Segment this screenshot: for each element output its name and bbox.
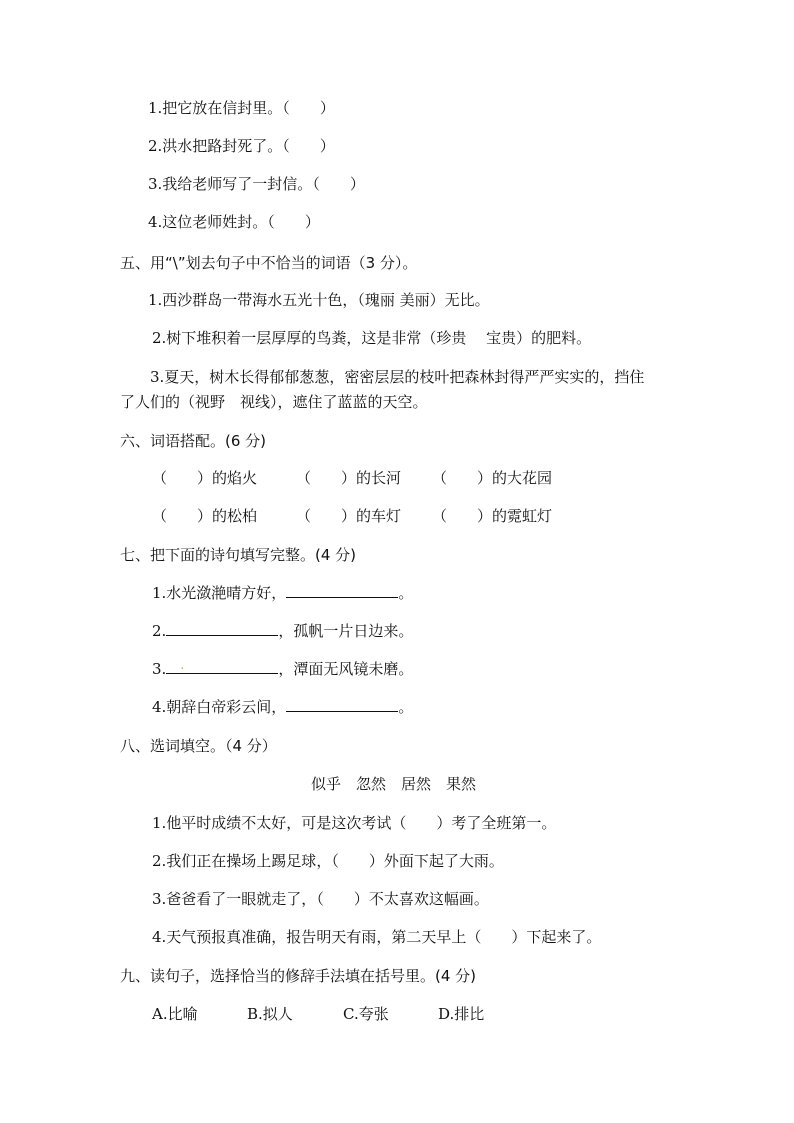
s6-r1-c3: （ ）的大花园: [432, 469, 553, 487]
s4-item-2: 2.洪水把路封死了。（ ）: [148, 137, 335, 155]
s6-r2-c1: （ ）的松柏: [152, 507, 258, 525]
s8-item-4: 4.天气预报真准确，报告明天有雨，第二天早上（ ）下起来了。: [152, 928, 602, 946]
s6-r2-c2: （ ）的车灯: [296, 507, 402, 525]
s9-option-c: C.夸张: [343, 1005, 389, 1023]
s7-item-3-text: 3.: [152, 660, 167, 678]
s5-item-2: 2.树下堆积着一层厚厚的鸟粪，这是非常（珍贵 宝贵）的肥料。: [152, 329, 592, 347]
s7-item-3-blank[interactable]: [166, 659, 278, 674]
s5-item-3-cont: 了人们的（视野 视线），遮住了蓝蓝的天空。: [120, 393, 428, 411]
s7-item-1-end: 。: [398, 584, 414, 602]
s7-item-1-text: 1.水光潋滟晴方好，: [152, 584, 287, 602]
s7-item-1-blank[interactable]: [286, 583, 398, 598]
s7-heading: 七、把下面的诗句填写完整。(4 分): [120, 546, 357, 564]
s8-item-2: 2.我们正在操场上踢足球，（ ）外面下起了大雨。: [152, 852, 504, 870]
s9-option-b: B.拟人: [247, 1005, 293, 1023]
s7-item-1: [152, 583, 413, 603]
s5-heading: 五、用“\”划去句子中不恰当的词语（3 分）。: [120, 254, 418, 272]
s6-heading: 六、词语搭配。(6 分): [120, 432, 267, 450]
s7-item-4-text: 4.朝辞白帝彩云间，: [152, 698, 287, 716]
s8-item-1: 1.他平时成绩不太好，可是这次考试（ ）考了全班第一。: [152, 814, 557, 832]
s4-item-4: 4.这位老师姓封。（ ）: [148, 213, 320, 231]
s6-r2-c3: （ ）的霓虹灯: [432, 507, 553, 525]
s8-heading: 八、选词填空。（4 分）: [120, 737, 277, 755]
s5-item-1: 1.西沙群岛一带海水五光十色，（瑰丽 美丽）无比。: [148, 291, 490, 309]
s8-word-bank: 似乎 忽然 居然 果然: [311, 775, 477, 793]
s7-item-3-end: ，潭面无风镜未磨。: [278, 660, 414, 678]
s7-item-4-end: 。: [398, 698, 414, 716]
s9-heading: 九、读句子，选择恰当的修辞手法填在括号里。(4 分): [120, 967, 477, 985]
s7-item-2-text: 2.: [152, 622, 167, 640]
s9-option-a: A.比喻: [152, 1005, 198, 1023]
s6-r1-c2: （ ）的长河: [296, 469, 402, 487]
s7-item-4: [152, 697, 413, 717]
s4-item-1: 1.把它放在信封里。（ ）: [148, 99, 335, 117]
s8-item-3: 3.爸爸看了一眼就走了，（ ）不太喜欢这幅画。: [152, 890, 489, 908]
s4-item-3: 3.我给老师写了一封信。（ ）: [148, 175, 365, 193]
s7-item-2-end: ，孤帆一片日边来。: [278, 622, 414, 640]
s6-r1-c1: （ ）的焰火: [152, 469, 258, 487]
s7-item-3: [152, 659, 413, 679]
s5-item-3: 3.夏天，树木长得郁郁葱葱，密密层层的枝叶把森林封得严严实实的，挡住: [150, 368, 645, 386]
s7-item-4-blank[interactable]: [286, 697, 398, 712]
stray-mark: .: [180, 658, 185, 672]
s9-option-d: D.排比: [438, 1005, 485, 1023]
s7-item-2: [152, 621, 413, 641]
s7-item-2-blank[interactable]: [166, 621, 278, 636]
